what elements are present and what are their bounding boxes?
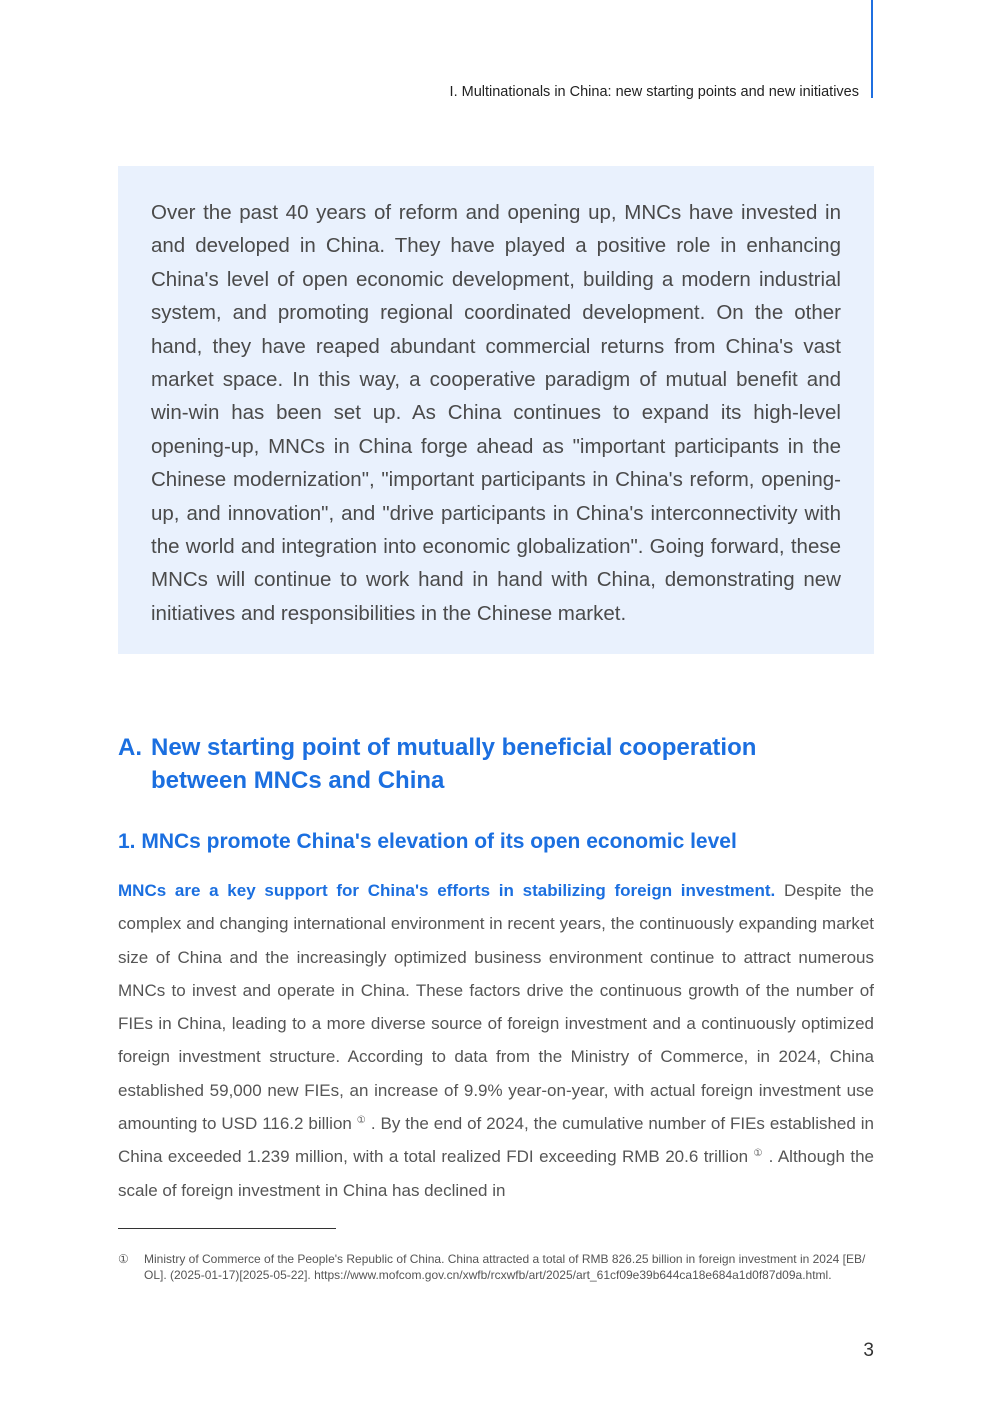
footnote-mark: ① bbox=[118, 1252, 129, 1266]
section-title-line1: New starting point of mutually beneficial cooperation bbox=[151, 734, 757, 761]
footnote-ref[interactable]: ① bbox=[356, 1115, 366, 1127]
subsection-heading: 1. MNCs promote China's elevation of its open economic level bbox=[118, 830, 737, 853]
body-text-part2: . By the end of 2024, the cumulative number of FIEs established in China exceeded 1.239 million, with a total realized FDI exceeding RMB 20.6 trillion bbox=[118, 1114, 874, 1167]
intro-paragraph: Over the past 40 years of reform and opening up, MNCs have invested in and developed in China. They have played a positive role in enhancing China's level of open economic development, building a modern industrial system, and promoting regional coordinated development. On the other hand, they have reaped abundant commercial returns from China's vast market space. In this way, a cooperative paradigm of mutual benefit and win-win has been set up. As China continues to expand its high-level opening-up, MNCs in China forge ahead as "important participants in the Chinese modernization", "important participants in China's reform, opening-up, and innovation", and "drive participants in China's interconnectivity with the world and integration into economic globalization". Going forward, these MNCs will continue to work hand in hand with China, demonstrating new initiatives and responsibilities in the Chinese market. bbox=[151, 201, 841, 625]
header-accent-rule bbox=[871, 0, 873, 98]
body-text-part3: . Although the scale of foreign investment in China has declined in bbox=[118, 1147, 874, 1200]
body-text-part1: Despite the complex and changing international environment in recent years, the continuously expanding market size of China and the increasingly optimized business environment continue to attract numerous MNCs to invest and operate in China. These factors drive the continuous growth of the number of FIEs in China, leading to a more diverse source of foreign investment and a continuously optimized foreign investment structure. According to data from the Ministry of Commerce, in 2024, China established 59,000 new FIEs, an increase of 9.9% year-on-year, with actual foreign investment use amounting to USD 116.2 billion bbox=[118, 881, 874, 1134]
intro-summary-box bbox=[118, 166, 874, 654]
section-heading bbox=[118, 731, 858, 797]
section-letter: A. bbox=[118, 734, 142, 761]
footnote-divider bbox=[118, 1228, 336, 1229]
paragraph-lead: MNCs are a key support for China's efforts in stabilizing foreign investment. bbox=[118, 881, 776, 900]
section-title-line2: between MNCs and China bbox=[151, 767, 445, 794]
footnote-text: Ministry of Commerce of the People's Republic of China. China attracted a total of RMB 826.25 billion in foreign investment in 2024 [EB/OL]. (2025-01-17)[2025-05-22]. https://www.mofcom.gov.cn/xwfb/rcxwfb/art/2025/art_61cf09e39b644ca18e684a1d0f87d09a.html. bbox=[144, 1252, 866, 1282]
running-head: I. Multinationals in China: new starting points and new initiatives bbox=[449, 84, 859, 100]
page-number: 3 bbox=[863, 1340, 874, 1361]
footnote-ref[interactable]: ① bbox=[753, 1148, 764, 1160]
footnote bbox=[118, 1251, 874, 1283]
body-paragraph bbox=[118, 874, 874, 1207]
